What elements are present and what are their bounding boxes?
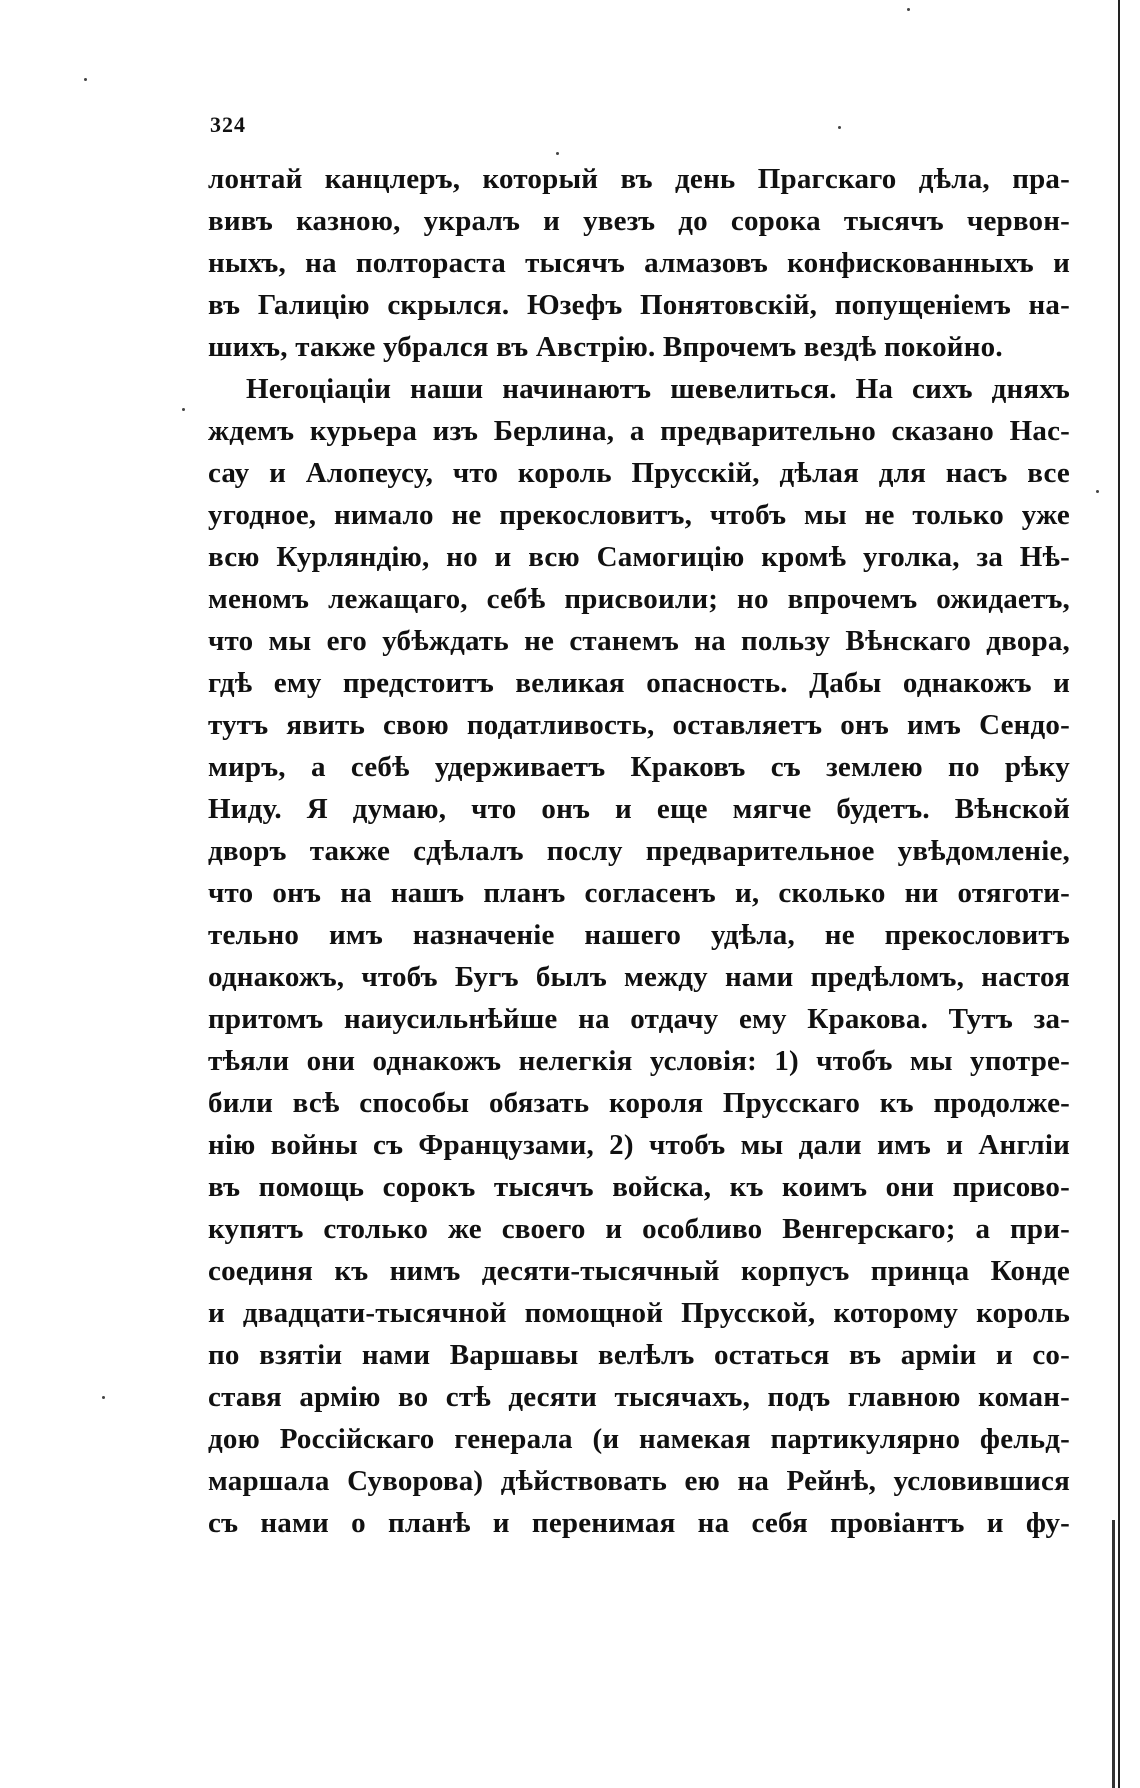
page-edge-shadow	[1112, 1520, 1115, 1788]
text-line: однакожъ, чтобъ Бугъ былъ между нами предѣломъ, настоя	[208, 961, 1070, 993]
text-line: угодное, нимало не прекословитъ, чтобъ мы не только уже	[208, 499, 1070, 531]
text-line: тѣяли они однакожъ нелегкія условія: 1) чтобъ мы употре-	[208, 1045, 1070, 1077]
page-edge	[1118, 0, 1120, 1788]
text-line: въ помощь сорокъ тысячъ войска, къ коимъ они присово-	[208, 1171, 1070, 1203]
text-line: ставя армію во стѣ десяти тысячахъ, подъ главною коман-	[208, 1381, 1070, 1413]
scan-speck	[102, 1396, 105, 1399]
paragraph-start-line: Негоціаціи наши начинаютъ шевелиться. На сихъ дняхъ	[246, 373, 1070, 405]
text-line: били всѣ способы обязать короля Прусскаго къ продолже-	[208, 1087, 1070, 1119]
text-line: и двадцати-тысячной помощной Прусской, которому король	[208, 1297, 1070, 1329]
text-line: меномъ лежащаго, себѣ присвоили; но впрочемъ ожидаетъ,	[208, 583, 1070, 615]
scan-speck	[907, 8, 910, 11]
scan-speck	[1096, 490, 1099, 493]
text-line: притомъ наиусильнѣйше на отдачу ему Кракова. Тутъ за-	[208, 1003, 1070, 1035]
text-line: тельно имъ назначеніе нашего удѣла, не прекословитъ	[208, 919, 1070, 951]
scan-speck	[838, 126, 841, 129]
text-line: по взятіи нами Варшавы велѣлъ остаться въ арміи и со-	[208, 1339, 1070, 1371]
text-line: миръ, а себѣ удерживаетъ Краковъ съ землею по рѣку	[208, 751, 1070, 783]
text-line: соединя къ нимъ десяти-тысячный корпусъ принца Конде	[208, 1255, 1070, 1287]
text-line: что мы его убѣждать не станемъ на пользу Вѣнскаго двора,	[208, 625, 1070, 657]
text-line: сау и Алопеусу, что король Прусскій, дѣлая для насъ все	[208, 457, 1070, 489]
text-line: нію войны съ Французами, 2) чтобъ мы дали имъ и Англіи	[208, 1129, 1070, 1161]
text-line: всю Курляндію, но и всю Самогицію кромѣ уголка, за Нѣ-	[208, 541, 1070, 573]
text-line: дою Россійскаго генерала (и намекая партикулярно фельд-	[208, 1423, 1070, 1455]
text-line: дворъ также сдѣлалъ послу предварительное увѣдомленіе,	[208, 835, 1070, 867]
text-line: Ниду. Я думаю, что онъ и еще мягче будетъ. Вѣнской	[208, 793, 1070, 825]
text-line: маршала Суворова) дѣйствовать ею на Рейнѣ, условившися	[208, 1465, 1070, 1497]
text-line: шихъ, также убрался въ Австрію. Впрочемъ вездѣ покойно.	[208, 331, 1003, 363]
text-line: съ нами о планѣ и перенимая на себя провіантъ и фу-	[208, 1507, 1070, 1539]
text-line: ныхъ, на полтораста тысячъ алмазовъ конфискованныхъ и	[208, 247, 1070, 279]
text-line: вивъ казною, укралъ и увезъ до сорока тысячъ червон-	[208, 205, 1070, 237]
scan-speck	[84, 78, 87, 81]
page-number: 324	[210, 112, 246, 137]
text-line: тутъ явить свою податливость, оставляетъ онъ имъ Сендо-	[208, 709, 1070, 741]
text-line: гдѣ ему предстоитъ великая опасность. Дабы однакожъ и	[208, 667, 1070, 699]
text-line: въ Галицію скрылся. Юзефъ Понятовскій, попущеніемъ на-	[208, 289, 1070, 321]
scan-speck	[556, 152, 559, 155]
text-line: купятъ столько же своего и особливо Венгерскаго; а при-	[208, 1213, 1070, 1245]
scan-speck	[182, 408, 185, 411]
body-text	[208, 158, 1070, 1544]
text-line: ждемъ курьера изъ Берлина, а предварительно сказано Нас-	[208, 415, 1070, 447]
text-line: что онъ на нашъ планъ согласенъ и, сколько ни отяготи-	[208, 877, 1070, 909]
text-line: лонтай канцлеръ, который въ день Прагскаго дѣла, пра-	[208, 163, 1070, 195]
